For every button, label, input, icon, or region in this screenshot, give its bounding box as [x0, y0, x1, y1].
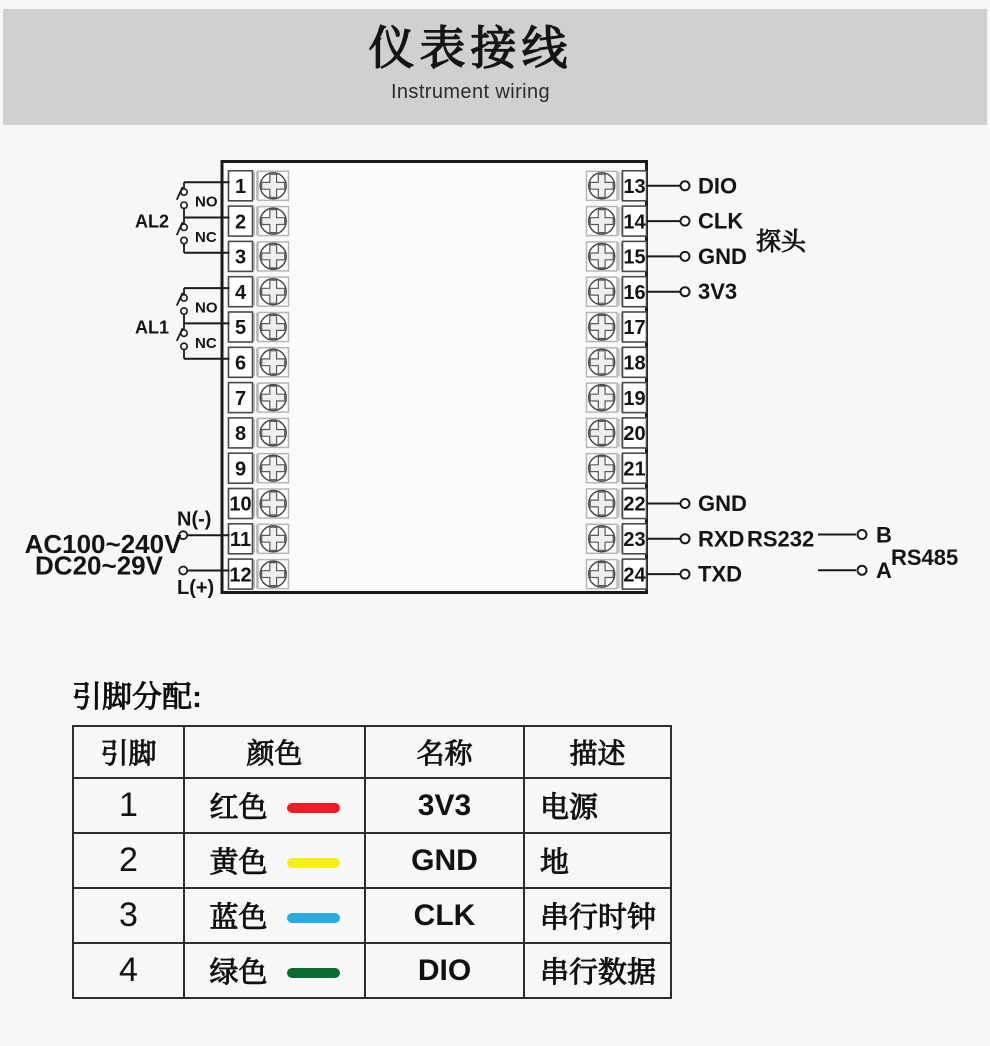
pin-table-header-color: 颜色 — [184, 726, 365, 778]
pin-desc: 电源 — [524, 778, 671, 833]
terminal-number: 2 — [234, 211, 247, 234]
pin-number: 3 — [73, 888, 184, 943]
terminal-number: 13 — [623, 176, 646, 198]
pin-label: GND — [698, 243, 747, 269]
header-inner — [3, 24, 938, 104]
pin-table-header-pin: 引脚 — [73, 726, 184, 778]
pin-name: 3V3 — [365, 778, 524, 833]
terminal-number: 16 — [623, 281, 646, 304]
page-title: 仪表接线 — [368, 22, 573, 74]
terminal-number: 3 — [234, 246, 247, 269]
power-live-label: L(+) — [177, 577, 215, 599]
pin-label: 3V3 — [698, 279, 738, 305]
pin-color — [184, 778, 365, 833]
rs485-terminal-circle — [858, 566, 867, 575]
relay-nc-label: NC — [195, 334, 217, 352]
table-row — [73, 888, 671, 943]
terminal-number: 17 — [623, 317, 646, 340]
pin-table — [72, 725, 672, 999]
color-swatch-yellow — [287, 858, 340, 868]
pin-name: DIO — [365, 943, 524, 998]
terminal-number: 6 — [234, 352, 247, 375]
pin-color-label: 红色 — [209, 792, 268, 824]
pin-terminal-circle — [681, 499, 690, 508]
power-terminal-circle — [179, 567, 187, 575]
terminal-number: 1 — [234, 176, 247, 198]
pin-label: CLK — [698, 208, 744, 234]
color-swatch-green — [287, 968, 340, 978]
terminal-number: 11 — [229, 529, 252, 551]
power-rating-line1: AC100~240V — [24, 529, 182, 559]
pin-color — [184, 833, 365, 888]
relay-nc-label: NC — [195, 229, 217, 246]
pin-table-header-desc: 描述 — [524, 726, 671, 778]
terminal-number: 22 — [623, 493, 646, 516]
terminal-number: 9 — [234, 458, 247, 481]
pin-number: 2 — [73, 833, 184, 888]
table-row — [73, 778, 671, 833]
rs485-terminal-circle — [858, 530, 867, 539]
pin-number: 1 — [73, 778, 184, 833]
pin-name: GND — [365, 833, 524, 888]
pin-desc: 串行时钟 — [524, 888, 671, 943]
terminal-number: 12 — [229, 564, 252, 587]
rs485-label: RS485 — [891, 545, 959, 570]
relay-group-label: AL2 — [134, 211, 169, 232]
terminal-number: 18 — [623, 352, 646, 375]
terminal-number: 5 — [234, 317, 247, 340]
pin-terminal-circle — [681, 181, 690, 190]
pin-label: DIO — [698, 173, 738, 199]
terminal-number: 4 — [234, 281, 247, 304]
terminal-number: 19 — [623, 387, 646, 410]
pin-table-header-row — [73, 726, 671, 778]
switch-contact — [181, 202, 187, 208]
power-neutral-label: N(-) — [177, 508, 212, 531]
pin-color-label: 蓝色 — [209, 902, 268, 934]
table-row — [73, 943, 671, 998]
rs485-a-label: A — [876, 558, 892, 584]
terminal-number: 10 — [229, 493, 252, 516]
terminal-number: 20 — [623, 423, 646, 446]
page-subtitle: Instrument wiring — [390, 81, 551, 103]
switch-contact — [181, 237, 187, 243]
pin-table-header-name: 名称 — [365, 726, 524, 778]
terminal-number: 23 — [623, 529, 646, 551]
pin-number: 4 — [73, 943, 184, 998]
pin-color — [184, 888, 365, 943]
pin-terminal-circle — [681, 534, 690, 543]
color-swatch-red — [287, 803, 340, 813]
terminal-number: 8 — [234, 423, 247, 446]
terminal-number: 15 — [623, 246, 646, 269]
pin-color — [184, 943, 365, 998]
pin-desc: 地 — [524, 833, 671, 888]
switch-contact — [181, 308, 187, 314]
pin-desc: 串行数据 — [524, 943, 671, 998]
relay-no-label: NO — [195, 299, 218, 317]
relay-group-label: AL1 — [134, 317, 169, 338]
probe-label: 探头 — [756, 228, 807, 256]
terminal-number: 24 — [623, 564, 646, 587]
terminal-number: 21 — [623, 458, 646, 481]
header-band — [3, 9, 987, 125]
relay-no-label: NO — [195, 193, 218, 211]
terminal-number: 7 — [234, 387, 247, 410]
rs485-b-label: B — [876, 522, 892, 548]
pin-label: RXD — [698, 526, 745, 552]
switch-contact — [181, 343, 187, 349]
pin-label: TXD — [698, 561, 742, 587]
pin-terminal-circle — [681, 570, 690, 579]
pin-terminal-circle — [681, 217, 690, 226]
table-row — [73, 833, 671, 888]
pin-table-title: 引脚分配: — [72, 681, 202, 714]
power-rating-line2: DC20~29V — [35, 550, 163, 581]
rs232-label: RS232 — [747, 526, 815, 552]
pin-label: GND — [698, 491, 747, 516]
pin-color-label: 绿色 — [209, 957, 268, 989]
color-swatch-blue — [287, 913, 340, 923]
wiring-svg — [0, 140, 990, 660]
pin-terminal-circle — [681, 287, 690, 296]
pin-color-label: 黄色 — [209, 847, 268, 879]
pin-name: CLK — [365, 888, 524, 943]
pin-terminal-circle — [681, 252, 690, 261]
terminal-number: 14 — [623, 211, 646, 234]
